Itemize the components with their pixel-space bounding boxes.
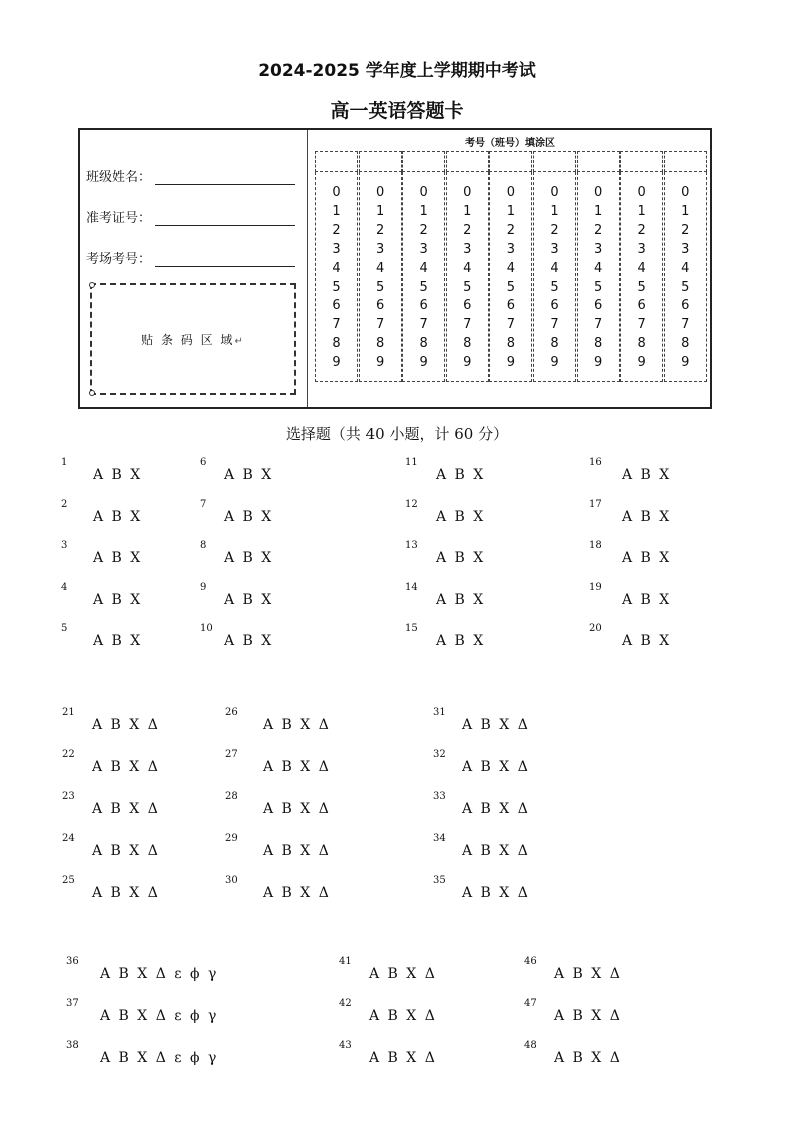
question-number: 33: [433, 791, 446, 802]
digit-column: [446, 151, 489, 381]
digit-bubble[interactable]: 3: [550, 241, 559, 257]
answer-options[interactable]: A B X Δ: [462, 759, 530, 775]
digit-bubble[interactable]: 2: [332, 222, 341, 238]
answer-options[interactable]: A B X Δ ε ϕ γ: [100, 1050, 219, 1066]
digit-bubble[interactable]: 5: [637, 279, 646, 295]
barcode-label: [92, 331, 294, 348]
digit-bubble[interactable]: 2: [419, 222, 428, 238]
digit-bubble[interactable]: 0: [593, 185, 603, 200]
answer-options[interactable]: A B X Δ: [92, 885, 160, 901]
digit-bubble[interactable]: 9: [463, 355, 472, 371]
digit-bubble[interactable]: 7: [332, 317, 341, 333]
answer-options[interactable]: A B X: [622, 550, 672, 566]
corner-mark-icon: [89, 390, 95, 396]
digit-bubble[interactable]: 8: [375, 336, 385, 352]
answer-options[interactable]: A B X: [93, 467, 143, 483]
corner-mark-icon: [89, 282, 95, 288]
digit-bubble[interactable]: 6: [681, 298, 690, 314]
digit-bubble[interactable]: 7: [550, 317, 559, 333]
room-seat-label: 考场考号：: [86, 252, 152, 267]
digit-bubble[interactable]: 4: [463, 260, 472, 276]
answer-options[interactable]: A B X Δ: [369, 966, 437, 982]
answer-options[interactable]: A B X: [622, 508, 672, 525]
digit-write-box[interactable]: [664, 151, 707, 172]
answer-options[interactable]: A B X Δ: [263, 843, 331, 859]
question-number: 31: [433, 707, 446, 718]
digit-bubble[interactable]: 0: [463, 185, 472, 200]
digit-bubble[interactable]: 1: [463, 203, 472, 219]
digit-bubble[interactable]: 4: [550, 260, 559, 276]
answer-options[interactable]: A B X: [622, 591, 672, 608]
answer-sheet-title: 高一英语答题卡: [330, 100, 464, 122]
digit-bubble[interactable]: 5: [332, 279, 341, 295]
digit-bubble[interactable]: 0: [332, 185, 341, 200]
digit-bubble[interactable]: 9: [550, 355, 559, 371]
answer-options[interactable]: A B X: [622, 467, 672, 483]
digit-bubble[interactable]: 4: [419, 260, 428, 276]
digit-bubble[interactable]: 8: [506, 336, 516, 352]
digit-bubble[interactable]: 9: [681, 355, 690, 371]
digit-column: [402, 151, 445, 381]
barcode-area: [90, 283, 296, 395]
question-number: 34: [433, 833, 446, 844]
room-seat-field[interactable]: [86, 248, 295, 267]
answer-options[interactable]: A B X Δ: [554, 1008, 622, 1024]
digit-write-box[interactable]: [359, 151, 402, 172]
digit-bubble[interactable]: 3: [419, 241, 428, 257]
question-number: 28: [225, 791, 238, 802]
answer-options[interactable]: A B X Δ: [554, 1050, 622, 1066]
question-number: 23: [62, 791, 75, 802]
digit-bubble[interactable]: 7: [375, 317, 385, 333]
digit-bubble[interactable]: 6: [463, 298, 472, 314]
digit-write-box[interactable]: [620, 151, 663, 172]
digit-bubble[interactable]: 2: [637, 222, 646, 238]
digit-bubble[interactable]: 5: [419, 279, 428, 295]
digit-bubble[interactable]: 3: [506, 241, 516, 257]
question-number: 41: [339, 956, 352, 967]
question-number: 3: [61, 540, 68, 551]
digit-bubble[interactable]: 0: [550, 185, 559, 200]
digit-write-box[interactable]: [489, 151, 532, 172]
digit-column: [620, 151, 663, 381]
answer-options[interactable]: A B X: [436, 508, 486, 525]
name-field-line[interactable]: [155, 172, 295, 185]
digit-bubble[interactable]: 3: [332, 241, 341, 257]
answer-options[interactable]: A B X Δ: [462, 717, 530, 733]
ticket-number-label: 准考证号：: [86, 211, 152, 226]
question-number: 7: [200, 498, 207, 510]
digit-column: [533, 151, 576, 381]
digit-write-box[interactable]: [533, 151, 576, 172]
answer-options[interactable]: A B X: [224, 633, 274, 649]
digit-bubble[interactable]: 6: [593, 298, 603, 314]
info-box: [78, 128, 712, 409]
question-number: 12: [405, 498, 418, 510]
digit-bubble[interactable]: 8: [419, 336, 428, 352]
digit-bubble[interactable]: 8: [332, 336, 341, 352]
question-number: 10: [200, 623, 213, 634]
info-divider: [307, 130, 308, 407]
question-number: 29: [225, 833, 238, 844]
digit-bubble[interactable]: 3: [463, 241, 472, 257]
grid-title: 考号（班号）填涂区: [465, 138, 555, 149]
question-number: 37: [66, 998, 79, 1009]
exam-title: 2024-2025 学年度上学期期中考试: [258, 61, 536, 81]
question-number: 43: [339, 1040, 352, 1051]
answer-options[interactable]: A B X: [224, 467, 274, 483]
digit-bubble[interactable]: 9: [332, 355, 341, 371]
answer-options[interactable]: A B X Δ: [263, 759, 331, 775]
question-number: 14: [405, 581, 418, 593]
digit-bubble[interactable]: 0: [506, 185, 516, 200]
digit-column: [577, 151, 620, 381]
question-number: 16: [589, 457, 602, 468]
digit-bubble[interactable]: 5: [506, 279, 516, 295]
digit-bubble[interactable]: 9: [637, 355, 646, 371]
digit-bubble[interactable]: 6: [637, 298, 646, 314]
question-number: 32: [433, 749, 446, 760]
digit-bubble[interactable]: 2: [593, 222, 603, 238]
digit-bubble[interactable]: 8: [681, 336, 690, 352]
digit-write-box[interactable]: [402, 151, 445, 172]
question-number: 17: [589, 498, 602, 510]
digit-column: [359, 151, 402, 381]
question-number: 46: [524, 956, 537, 967]
digit-bubble[interactable]: 2: [550, 222, 559, 238]
digit-bubble[interactable]: 6: [332, 298, 341, 314]
digit-bubble[interactable]: 8: [637, 336, 646, 352]
exam-number-grid: [315, 151, 708, 381]
question-number: 25: [62, 875, 75, 886]
question-number: 36: [66, 956, 79, 967]
digit-bubble[interactable]: 1: [375, 203, 385, 219]
digit-write-box[interactable]: [446, 151, 489, 172]
answer-options[interactable]: A B X: [93, 633, 143, 649]
digit-bubble[interactable]: 1: [637, 203, 646, 219]
digit-bubble[interactable]: 6: [419, 298, 428, 314]
question-number: 30: [225, 875, 238, 886]
digit-bubble[interactable]: 1: [550, 203, 559, 219]
question-number: 38: [66, 1040, 79, 1051]
answer-options[interactable]: A B X Δ: [462, 843, 530, 859]
digit-bubble[interactable]: 2: [375, 222, 385, 238]
answer-options[interactable]: A B X: [436, 591, 486, 608]
answer-options[interactable]: A B X Δ: [263, 717, 331, 733]
ticket-number-line[interactable]: [155, 213, 295, 226]
digit-bubble[interactable]: 4: [506, 260, 516, 276]
digit-bubble[interactable]: 4: [681, 260, 690, 276]
answer-options[interactable]: A B X Δ ε ϕ γ: [100, 1008, 219, 1024]
digit-bubble[interactable]: 5: [550, 279, 559, 295]
answer-options[interactable]: A B X: [436, 633, 486, 649]
question-number: 1: [61, 457, 68, 468]
digit-bubble[interactable]: 2: [506, 222, 516, 238]
answer-options[interactable]: A B X Δ: [92, 843, 160, 859]
digit-bubble[interactable]: 4: [593, 260, 603, 276]
digit-bubble[interactable]: 5: [593, 279, 603, 295]
digit-bubble[interactable]: 6: [550, 298, 559, 314]
question-number: 20: [589, 623, 602, 634]
digit-bubble[interactable]: 1: [593, 203, 603, 219]
digit-bubble[interactable]: 3: [593, 241, 603, 257]
digit-bubble[interactable]: 5: [681, 279, 690, 295]
digit-bubble[interactable]: 0: [681, 185, 690, 200]
answer-options[interactable]: A B X Δ: [263, 801, 331, 817]
question-number: 8: [200, 540, 207, 551]
name-field[interactable]: [86, 166, 295, 185]
digit-bubble[interactable]: 7: [506, 317, 516, 333]
answer-options[interactable]: A B X Δ: [263, 885, 331, 901]
ticket-number-field[interactable]: [86, 207, 295, 226]
question-number: 19: [589, 581, 602, 593]
question-number: 26: [225, 707, 238, 718]
digit-bubble[interactable]: 7: [593, 317, 603, 333]
answer-options[interactable]: A B X Δ: [462, 885, 530, 901]
answer-options[interactable]: A B X Δ ε ϕ γ: [100, 966, 219, 982]
digit-bubble[interactable]: 2: [463, 222, 472, 238]
digit-bubble[interactable]: 6: [375, 298, 385, 314]
question-number: 13: [405, 540, 418, 551]
digit-bubble[interactable]: 3: [637, 241, 646, 257]
section-title: 选择题（共 40 小题，计 60 分）: [285, 425, 509, 443]
digit-bubble[interactable]: 9: [419, 355, 428, 371]
question-number: 6: [200, 457, 207, 468]
answer-options[interactable]: A B X Δ: [92, 801, 160, 817]
answer-options[interactable]: A B X: [224, 591, 274, 608]
answer-options[interactable]: A B X Δ: [92, 717, 160, 733]
digit-bubble[interactable]: 0: [637, 185, 646, 200]
question-number: 35: [433, 875, 446, 886]
answer-options[interactable]: A B X: [436, 550, 486, 566]
digit-bubble[interactable]: 8: [463, 336, 472, 352]
answer-options[interactable]: A B X: [224, 508, 274, 525]
digit-bubble[interactable]: 5: [375, 279, 385, 295]
digit-bubble[interactable]: 5: [463, 279, 472, 295]
question-number: 5: [61, 623, 68, 634]
digit-bubble[interactable]: 4: [637, 260, 646, 276]
answer-options[interactable]: A B X Δ: [554, 966, 622, 982]
digit-bubble[interactable]: 1: [419, 203, 428, 219]
digit-column: [315, 151, 358, 381]
answer-options[interactable]: A B X: [93, 550, 143, 566]
answer-options[interactable]: A B X Δ: [369, 1008, 437, 1024]
digit-bubble[interactable]: 8: [593, 336, 603, 352]
digit-bubble[interactable]: 4: [375, 260, 385, 276]
digit-bubble[interactable]: 0: [419, 185, 428, 200]
answer-options[interactable]: A B X Δ: [92, 759, 160, 775]
barcode-label-text: 贴 条 码 区 域: [141, 333, 235, 347]
question-number: 11: [405, 457, 418, 468]
digit-bubble[interactable]: 7: [681, 317, 690, 333]
digit-bubble[interactable]: 2: [681, 222, 690, 238]
digit-bubble[interactable]: 7: [463, 317, 472, 333]
digit-write-box[interactable]: [315, 151, 358, 172]
answer-options[interactable]: A B X: [622, 633, 672, 649]
digit-bubble[interactable]: 3: [375, 241, 385, 257]
answer-options[interactable]: A B X Δ: [462, 801, 530, 817]
question-number: 18: [589, 540, 602, 551]
answer-options[interactable]: A B X: [93, 591, 143, 608]
digit-write-box[interactable]: [577, 151, 620, 172]
return-mark: ↵: [234, 336, 245, 347]
answer-options[interactable]: A B X Δ: [369, 1050, 437, 1066]
digit-bubble[interactable]: 7: [637, 317, 646, 333]
digit-column: [489, 151, 532, 381]
digit-bubble[interactable]: 9: [375, 355, 385, 371]
question-number: 2: [61, 498, 68, 510]
question-number: 24: [62, 833, 75, 844]
digit-bubble[interactable]: 3: [681, 241, 690, 257]
digit-column: [664, 151, 707, 381]
answer-options[interactable]: A B X: [224, 550, 274, 566]
digit-bubble[interactable]: 6: [506, 298, 516, 314]
question-number: 22: [62, 749, 75, 760]
question-number: 27: [225, 749, 238, 760]
question-number: 42: [339, 998, 352, 1009]
digit-bubble[interactable]: 7: [419, 317, 428, 333]
answer-options[interactable]: A B X: [436, 467, 486, 483]
digit-bubble[interactable]: 1: [506, 203, 516, 219]
question-number: 15: [405, 623, 418, 634]
digit-bubble[interactable]: 4: [332, 260, 341, 276]
digit-bubble[interactable]: 0: [375, 185, 385, 200]
digit-bubble[interactable]: 9: [593, 355, 603, 371]
digit-bubble[interactable]: 1: [332, 203, 341, 219]
question-number: 4: [61, 581, 68, 593]
question-number: 9: [200, 581, 207, 593]
answer-options[interactable]: A B X: [93, 508, 143, 525]
question-number: 48: [524, 1040, 537, 1051]
question-number: 21: [62, 707, 75, 718]
room-seat-line[interactable]: [155, 254, 295, 267]
digit-bubble[interactable]: 8: [550, 336, 559, 352]
digit-bubble[interactable]: 9: [506, 355, 516, 371]
question-number: 47: [524, 998, 537, 1009]
digit-bubble[interactable]: 1: [681, 203, 690, 219]
name-field-label: 班级姓名：: [86, 170, 152, 185]
